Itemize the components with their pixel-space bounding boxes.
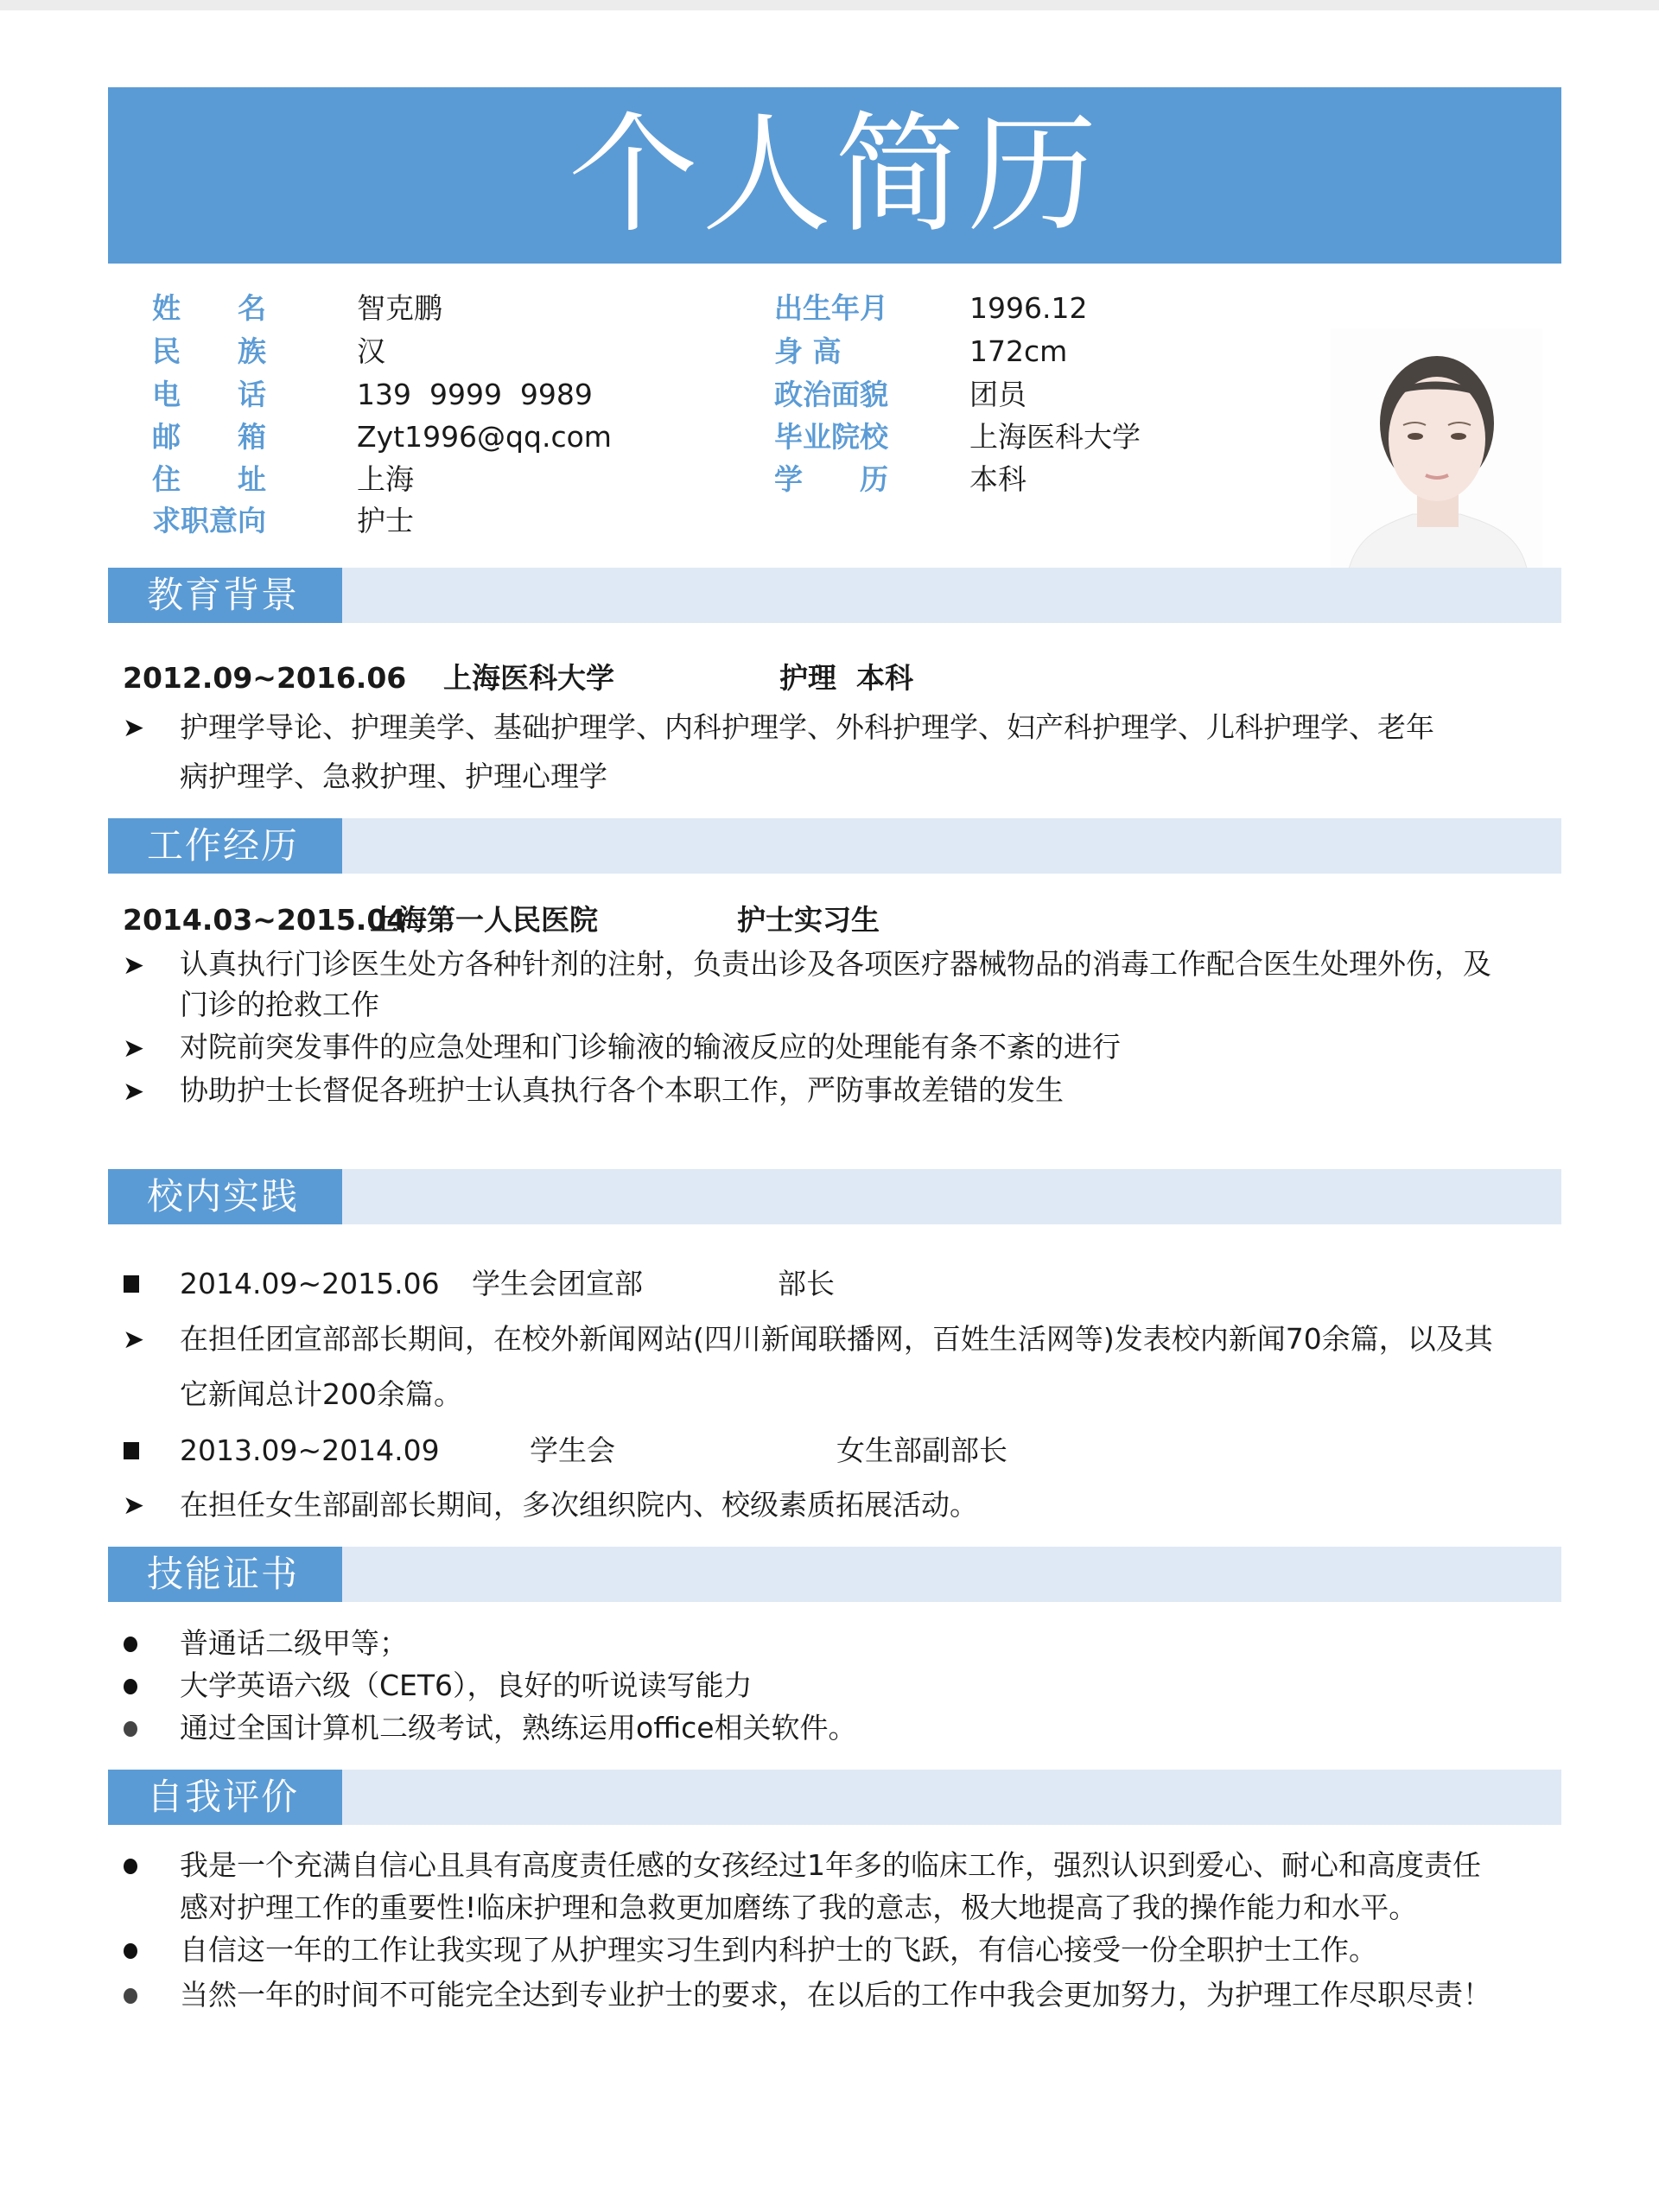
campus-org: 学生会团宣部 (472, 1267, 643, 1300)
square-bullet-icon (124, 1442, 139, 1459)
info-label: 出生年月 (774, 291, 888, 325)
work-item: 门诊的抢救工作 (180, 988, 379, 1021)
dot-bullet-icon (124, 1679, 137, 1694)
dot-bullet-icon (124, 1859, 137, 1874)
work-item: 对院前突发事件的应急处理和门诊输液的输液反应的处理能有条不紊的进行 (180, 1030, 1121, 1064)
education-period: 2012.09~2016.06 (123, 661, 407, 695)
self-item: 感对护理工作的重要性!临床护理和急救更加磨练了我的意志，极大地提高了我的操作能力和水平。 (180, 1891, 1418, 1924)
section-title: 自我评价 (108, 1770, 342, 1825)
campus-period: 2013.09~2014.09 (180, 1433, 440, 1467)
portrait-icon (1331, 328, 1542, 573)
info-value: 172cm (969, 334, 1068, 368)
campus-desc: 在担任女生部副部长期间，多次组织院内、校级素质拓展活动。 (180, 1488, 978, 1522)
info-label: 姓 名 (152, 291, 266, 325)
info-label: 电 话 (152, 378, 266, 411)
self-item: 我是一个充满自信心且具有高度责任感的女孩经过1年多的临床工作，强烈认识到爱心、耐心和高度责任 (180, 1848, 1481, 1882)
skill-item: 普通话二级甲等； (180, 1626, 408, 1660)
info-label: 民 族 (152, 334, 266, 368)
info-label: 身 高 (774, 334, 842, 368)
info-label: 邮 箱 (152, 420, 266, 454)
info-value: 汉 (357, 334, 385, 368)
campus-desc: 它新闻总计200余篇。 (180, 1377, 462, 1411)
dot-bullet-icon (124, 1637, 137, 1652)
section-work (108, 818, 1561, 874)
skill-item: 大学英语六级（CET6），良好的听说读写能力 (180, 1669, 753, 1702)
campus-org: 学生会 (530, 1433, 615, 1467)
info-value: 团员 (969, 378, 1027, 411)
section-title: 工作经历 (108, 818, 342, 874)
info-label: 政治面貌 (774, 378, 888, 411)
square-bullet-icon (124, 1275, 139, 1293)
info-value: 上海医科大学 (969, 420, 1141, 454)
arrow-bullet-icon: ➤ (123, 713, 145, 743)
profile-photo (1331, 328, 1542, 573)
work-period: 2014.03~2015.04 (123, 903, 407, 937)
section-title: 教育背景 (108, 568, 342, 623)
work-position: 护士实习生 (737, 903, 880, 937)
page-title: 个人简历 (568, 100, 1101, 251)
arrow-bullet-icon: ➤ (123, 950, 145, 981)
section-campus (108, 1169, 1561, 1224)
courses-line: 护理学导论、护理美学、基础护理学、内科护理学、外科护理学、妇产科护理学、儿科护理学、老年 (180, 710, 1434, 744)
section-education (108, 568, 1561, 623)
section-skills (108, 1547, 1561, 1602)
work-item: 认真执行门诊医生处方各种针剂的注射，负责出诊及各项医疗器械物品的消毒工作配合医生处理外伤，及 (180, 947, 1491, 981)
arrow-bullet-icon: ➤ (123, 1033, 145, 1064)
info-value: Zyt1996@qq.com (357, 420, 612, 454)
self-item: 自信这一年的工作让我实现了从护理实习生到内科护士的飞跃，有信心接受一份全职护士工作。 (180, 1933, 1377, 1967)
info-value: 护士 (357, 504, 414, 537)
info-label: 求职意向 (152, 504, 266, 537)
dot-bullet-icon (124, 1721, 137, 1737)
info-value: 1996.12 (969, 291, 1088, 325)
info-value: 智克鹏 (357, 291, 442, 325)
education-major: 护理 本科 (779, 661, 913, 695)
section-title: 校内实践 (108, 1169, 342, 1224)
section-title: 技能证书 (108, 1547, 342, 1602)
info-value: 本科 (969, 462, 1027, 496)
campus-role: 女生部副部长 (836, 1433, 1007, 1467)
info-value: 139 9999 9989 (357, 378, 593, 411)
campus-period: 2014.09~2015.06 (180, 1267, 440, 1300)
arrow-bullet-icon: ➤ (123, 1077, 145, 1107)
section-self-evaluation (108, 1770, 1561, 1825)
arrow-bullet-icon: ➤ (123, 1491, 145, 1521)
info-label: 毕业院校 (774, 420, 888, 454)
work-hospital: 上海第一人民医院 (370, 903, 598, 937)
info-label: 学 历 (774, 462, 888, 496)
arrow-bullet-icon: ➤ (123, 1325, 145, 1355)
info-value: 上海 (357, 462, 414, 496)
top-bar (0, 0, 1659, 10)
campus-desc: 在担任团宣部部长期间，在校外新闻网站(四川新闻联播网，百姓生活网等)发表校内新闻70余篇，以及其 (180, 1322, 1493, 1356)
info-label: 住 址 (152, 462, 266, 496)
courses-line: 病护理学、急救护理、护理心理学 (180, 760, 607, 793)
self-item: 当然一年的时间不可能完全达到专业护士的要求，在以后的工作中我会更加努力，为护理工作尽职尽责！ (180, 1978, 1491, 2012)
dot-bullet-icon (124, 1943, 137, 1959)
skill-item: 通过全国计算机二级考试，熟练运用office相关软件。 (180, 1711, 857, 1745)
education-school: 上海医科大学 (443, 661, 614, 695)
dot-bullet-icon (124, 1988, 137, 2004)
work-item: 协助护士长督促各班护士认真执行各个本职工作，严防事故差错的发生 (180, 1073, 1064, 1107)
resume-header (108, 87, 1561, 264)
campus-role: 部长 (778, 1267, 835, 1300)
